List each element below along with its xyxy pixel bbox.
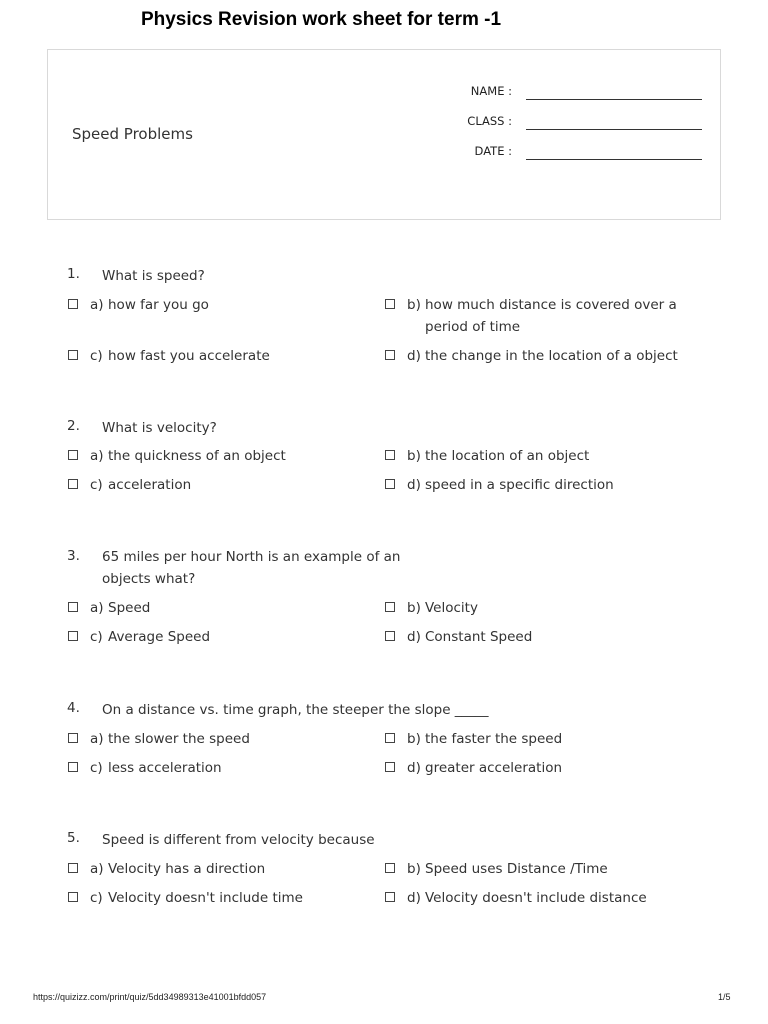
question-number: 2.	[67, 418, 80, 434]
checkbox[interactable]	[68, 450, 78, 460]
name-field	[438, 83, 702, 103]
option-letter: d)	[407, 760, 421, 776]
checkbox[interactable]	[385, 450, 395, 460]
header-box	[47, 49, 721, 220]
question-number: 5.	[67, 830, 80, 846]
question-text: What is speed?	[102, 268, 205, 284]
option-letter: b)	[407, 600, 421, 616]
worksheet-title: Physics Revision work sheet for term -1	[140, 9, 502, 30]
class-line	[526, 129, 702, 130]
checkbox[interactable]	[68, 631, 78, 641]
quiz-subtitle: Speed Problems	[72, 125, 193, 143]
checkbox[interactable]	[68, 350, 78, 360]
option-letter: d)	[407, 477, 421, 493]
name-line	[526, 99, 702, 100]
option-text: Velocity has a direction	[108, 861, 266, 877]
option-text: Average Speed	[108, 629, 211, 645]
checkbox[interactable]	[385, 350, 395, 360]
question-number: 3.	[67, 548, 80, 564]
date-line	[526, 159, 702, 160]
option-text: greater acceleration	[425, 760, 563, 776]
option-text: the location of an object	[425, 448, 590, 464]
checkbox[interactable]	[385, 602, 395, 612]
option-letter: c)	[90, 629, 103, 645]
question-number: 4.	[67, 700, 80, 716]
question-number: 1.	[67, 266, 80, 282]
checkbox[interactable]	[385, 631, 395, 641]
option-letter: d)	[407, 890, 421, 906]
option-text: how far you go	[108, 297, 209, 313]
option-letter: c)	[90, 348, 103, 364]
option-text: how fast you accelerate	[108, 348, 270, 364]
checkbox[interactable]	[385, 863, 395, 873]
checkbox[interactable]	[68, 479, 78, 489]
option-text: the slower the speed	[108, 731, 250, 747]
question-text: Speed is different from velocity because	[102, 832, 375, 848]
option-letter: a)	[90, 731, 104, 747]
option-text: speed in a specific direction	[425, 477, 614, 493]
checkbox[interactable]	[68, 892, 78, 902]
option-letter: a)	[90, 861, 104, 877]
option-letter: c)	[90, 890, 103, 906]
checkbox[interactable]	[68, 602, 78, 612]
checkbox[interactable]	[385, 479, 395, 489]
checkbox[interactable]	[385, 762, 395, 772]
option-letter: b)	[407, 731, 421, 747]
option-text: Velocity	[425, 600, 478, 616]
option-text: the faster the speed	[425, 731, 563, 747]
checkbox[interactable]	[68, 762, 78, 772]
option-letter: b)	[407, 861, 421, 877]
option-text: less acceleration	[108, 760, 222, 776]
option-text: Velocity doesn't include time	[108, 890, 303, 906]
option-text: how much distance is covered over a period of time	[425, 297, 677, 335]
option-letter: d)	[407, 348, 421, 364]
checkbox[interactable]	[68, 733, 78, 743]
option-letter: a)	[90, 297, 104, 313]
option-text: the change in the location of a object	[425, 348, 678, 364]
option-letter: c)	[90, 760, 103, 776]
checkbox[interactable]	[385, 299, 395, 309]
option-text: acceleration	[108, 477, 192, 493]
checkbox[interactable]	[68, 863, 78, 873]
option-text: Speed uses Distance /Time	[425, 861, 608, 877]
option-letter: a)	[90, 600, 104, 616]
option-letter: b)	[407, 448, 421, 464]
question-text: What is velocity?	[102, 420, 217, 436]
option-text: Velocity doesn't include distance	[425, 890, 647, 906]
name-label: NAME :	[470, 84, 512, 98]
footer-url: https://quizizz.com/print/quiz/5dd34989313e41001bfdd057	[33, 992, 267, 1002]
checkbox[interactable]	[68, 299, 78, 309]
date-label: DATE :	[474, 144, 512, 158]
checkbox[interactable]	[385, 733, 395, 743]
option-letter: b)	[407, 297, 421, 313]
option-letter: c)	[90, 477, 103, 493]
class-field	[438, 113, 702, 133]
page-number: 1/5	[718, 992, 731, 1002]
option-text: the quickness of an object	[108, 448, 286, 464]
date-field	[438, 143, 702, 163]
option-text: Constant Speed	[425, 629, 533, 645]
option-letter: a)	[90, 448, 104, 464]
class-label: CLASS :	[467, 114, 512, 128]
option-text: Speed	[108, 600, 151, 616]
question-text: On a distance vs. time graph, the steeper the slope _____	[102, 702, 489, 718]
checkbox[interactable]	[385, 892, 395, 902]
question-text: 65 miles per hour North is an example of an objects what?	[102, 549, 401, 587]
option-letter: d)	[407, 629, 421, 645]
